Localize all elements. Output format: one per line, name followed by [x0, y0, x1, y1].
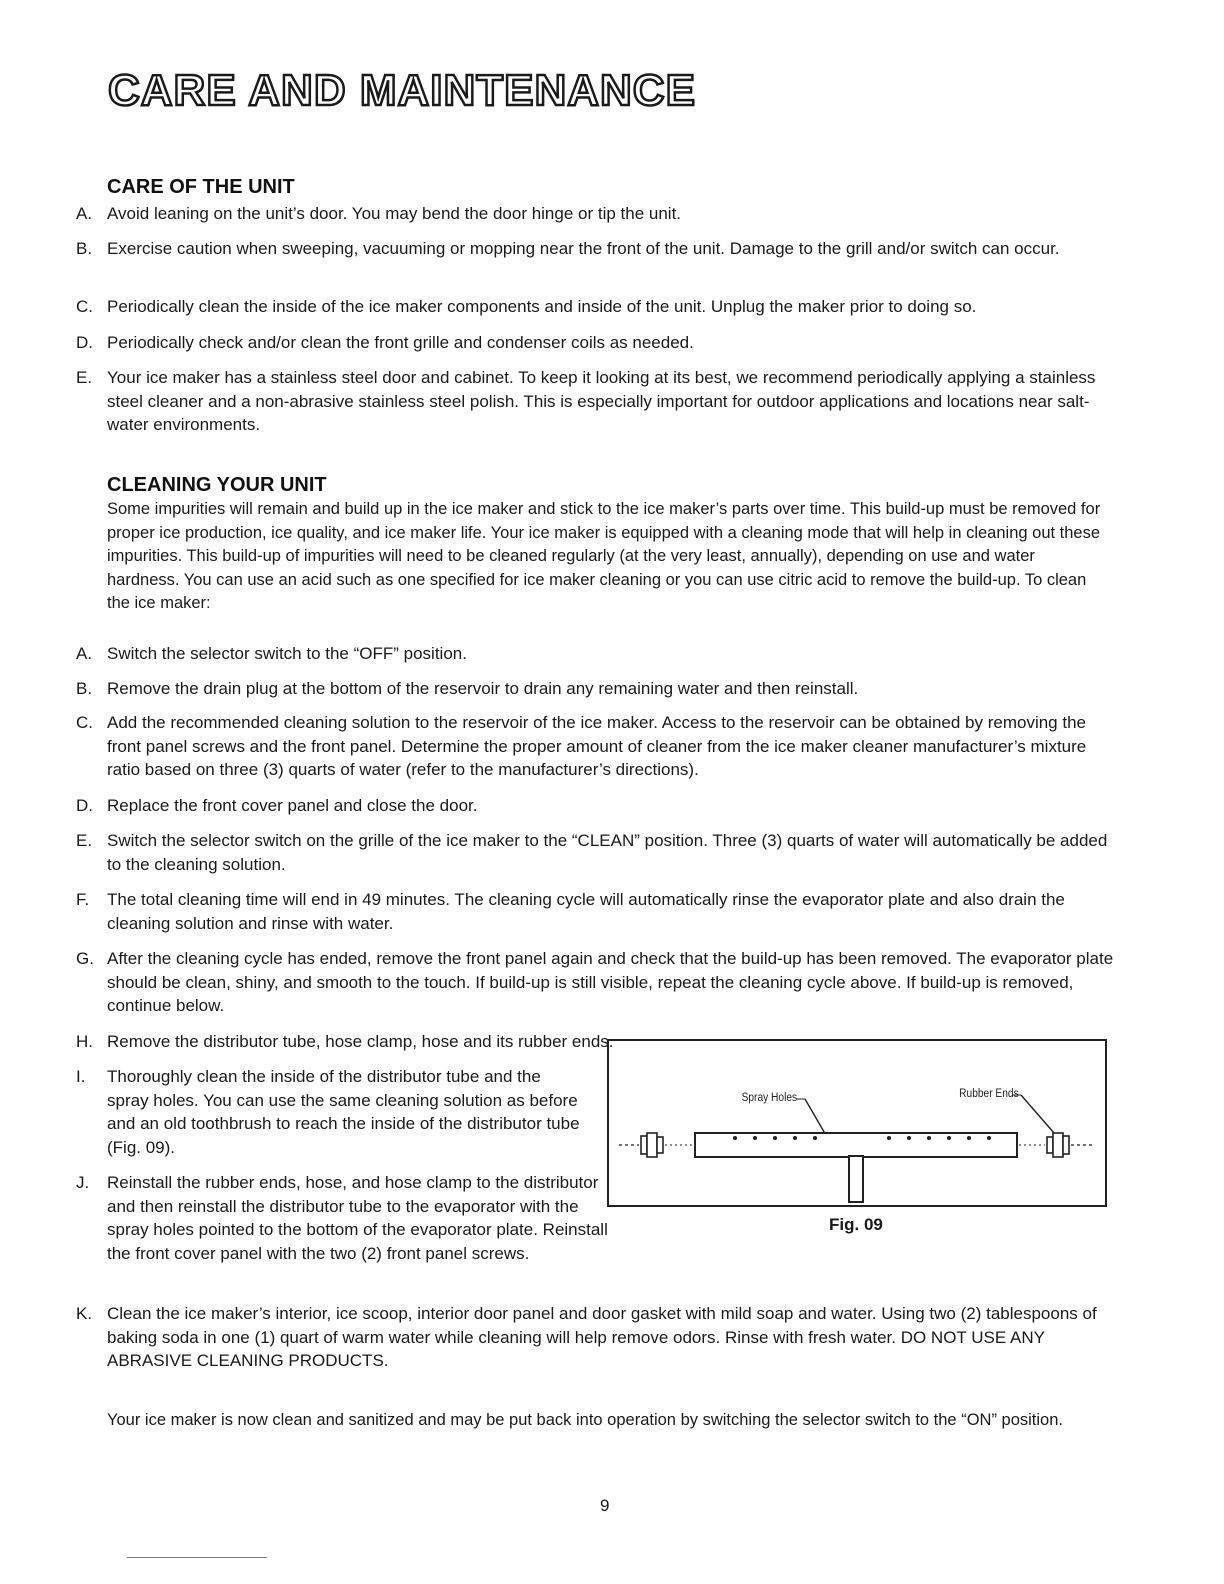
spray-hole	[773, 1136, 777, 1140]
item-letter: B.	[76, 239, 93, 258]
item-text: Clean the ice maker’s interior, ice scoop, interior door panel and door gasket with mild soap and water. Using two (2) tablespoons of baking soda in one (1) quart of warm water while cleaning will help remove odors. Rinse with fresh water. DO NOT USE ANY ABRASIVE CLEANING PRODUCTS.	[107, 1304, 1097, 1370]
care-item	[76, 237, 1116, 261]
cleaning-step	[76, 888, 1116, 935]
item-letter: D.	[76, 333, 93, 352]
item-letter: I.	[76, 1067, 86, 1086]
cleaning-step	[76, 1302, 1116, 1373]
item-text: Remove the distributor tube, hose clamp, hose and its rubber ends.	[107, 1032, 614, 1051]
item-text: Reinstall the rubber ends, hose, and hose clamp to the distributor and then reinstall the distributor tube to the evaporator with the spray holes pointed to the bottom of the evaporator plate. Reinstall the front cover panel with the two (2) front panel screws.	[107, 1173, 608, 1263]
item-text: The total cleaning time will end in 49 minutes. The cleaning cycle will automatically rinse the evaporator plate and also drain the cleaning solution and rinse with water.	[107, 890, 1065, 933]
item-letter: J.	[76, 1173, 90, 1192]
spray-hole	[753, 1136, 757, 1140]
spray-hole	[967, 1136, 971, 1140]
item-letter: C.	[76, 713, 93, 732]
item-text: Periodically clean the inside of the ice maker components and inside of the unit. Unplug the maker prior to doing so.	[107, 297, 977, 316]
item-letter: A.	[76, 204, 93, 223]
distributor-tube-diagram	[609, 1041, 1109, 1209]
spray-hole	[887, 1136, 891, 1140]
cleaning-step	[76, 1171, 611, 1265]
cleaning-step	[76, 1065, 581, 1159]
cleaning-intro: Some impurities will remain and build up in the ice maker and stick to the ice maker’s parts over time. This build-up must be removed for proper ice production, ice quality, and ice maker life. Your ice maker is equipped with a cleaning mode that will help in cleaning out these impurities. This build-up of impurities will need to be cleaned regularly (at the very least, annually), depending on use and water hardness. You can use an acid such as one specified for ice maker cleaning or you can use citric acid to remove the build-up. To clean the ice maker:	[107, 500, 1101, 612]
left-rubber-end	[619, 1133, 693, 1157]
spray-hole	[733, 1136, 737, 1140]
item-letter: A.	[76, 644, 93, 663]
item-text: Replace the front cover panel and close the door.	[107, 796, 478, 815]
care-item	[76, 202, 1116, 226]
item-letter: C.	[76, 297, 93, 316]
spray-holes-arrow	[805, 1099, 827, 1137]
item-letter: K.	[76, 1304, 93, 1323]
item-letter: D.	[76, 796, 93, 815]
page-number: 9	[600, 1496, 610, 1515]
section-heading-care: CARE OF THE UNIT	[107, 176, 295, 198]
care-item	[76, 295, 1116, 319]
cleaning-step	[76, 947, 1116, 1018]
spray-hole	[793, 1136, 797, 1140]
page-title: CARE AND MAINTENANCE	[108, 66, 696, 115]
item-text: Periodically check and/or clean the front grille and condenser coils as needed.	[107, 333, 694, 352]
item-text: Add the recommended cleaning solution to the reservoir of the ice maker. Access to the reservoir can be obtained by removing the front panel screws and the front panel. Determine the proper amount of cleaner from the ice maker cleaner manufacturer’s mixture ratio based on three (3) quarts of water (refer to the manufacturer’s directions).	[107, 713, 1087, 779]
item-letter: G.	[76, 949, 94, 968]
item-letter: F.	[76, 890, 90, 909]
item-text: Remove the drain plug at the bottom of the reservoir to drain any remaining water and then reinstall.	[107, 679, 859, 698]
item-text: Exercise caution when sweeping, vacuuming or mopping near the front of the unit. Damage to the grill and/or switch can occur.	[107, 239, 1060, 258]
cleaning-step	[76, 794, 1116, 818]
item-letter: E.	[76, 831, 93, 850]
section-heading-cleaning: CLEANING YOUR UNIT	[107, 474, 327, 496]
item-text: Thoroughly clean the inside of the distributor tube and the spray holes. You can use the same cleaning solution as before and an old toothbrush to reach the inside of the distributor tube (Fig. 09).	[107, 1067, 580, 1157]
item-text: Switch the selector switch to the “OFF” position.	[107, 644, 467, 663]
care-item	[76, 331, 1116, 355]
closing-paragraph: Your ice maker is now clean and sanitized and may be put back into operation by switching the selector switch to the “ON” position.	[107, 1411, 1063, 1429]
tube-inlet-stem	[849, 1156, 863, 1202]
spray-hole	[927, 1136, 931, 1140]
item-letter: H.	[76, 1032, 93, 1051]
cleaning-step	[76, 829, 1116, 876]
care-item	[76, 366, 1116, 437]
figure-caption: Fig. 09	[829, 1215, 883, 1234]
item-text: Avoid leaning on the unit’s door. You may bend the door hinge or tip the unit.	[107, 204, 682, 223]
cleaning-step	[76, 677, 1116, 701]
spray-hole	[813, 1136, 817, 1140]
right-rubber-end	[1019, 1133, 1093, 1157]
spray-hole	[987, 1136, 991, 1140]
item-text: Your ice maker has a stainless steel door and cabinet. To keep it looking at its best, we recommend periodically applying a stainless steel cleaner and a non-abrasive stainless steel polish. This is especially important for outdoor applications and locations near salt-water environments.	[107, 368, 1096, 434]
item-letter: B.	[76, 679, 93, 698]
item-text: Switch the selector switch on the grille of the ice maker to the “CLEAN” position. Three (3) quarts of water will automatically be added to the cleaning solution.	[107, 831, 1108, 874]
distributor-tube-figure	[607, 1039, 1107, 1207]
spray-holes-label: Spray Holes	[741, 1091, 798, 1105]
item-letter: E.	[76, 368, 93, 387]
footer-rule	[127, 1557, 267, 1558]
item-text: After the cleaning cycle has ended, remove the front panel again and check that the build-up has been removed. The evaporator plate should be clean, shiny, and smooth to the touch. If build-up is still visible, repeat the cleaning cycle above. If build-up is removed, continue below.	[107, 949, 1114, 1015]
spray-hole	[947, 1136, 951, 1140]
spray-hole	[907, 1136, 911, 1140]
cleaning-step	[76, 642, 1116, 666]
rubber-ends-label: Rubber Ends	[959, 1087, 1019, 1101]
cleaning-step	[76, 711, 1116, 782]
rubber-ends-arrow	[1021, 1095, 1054, 1133]
